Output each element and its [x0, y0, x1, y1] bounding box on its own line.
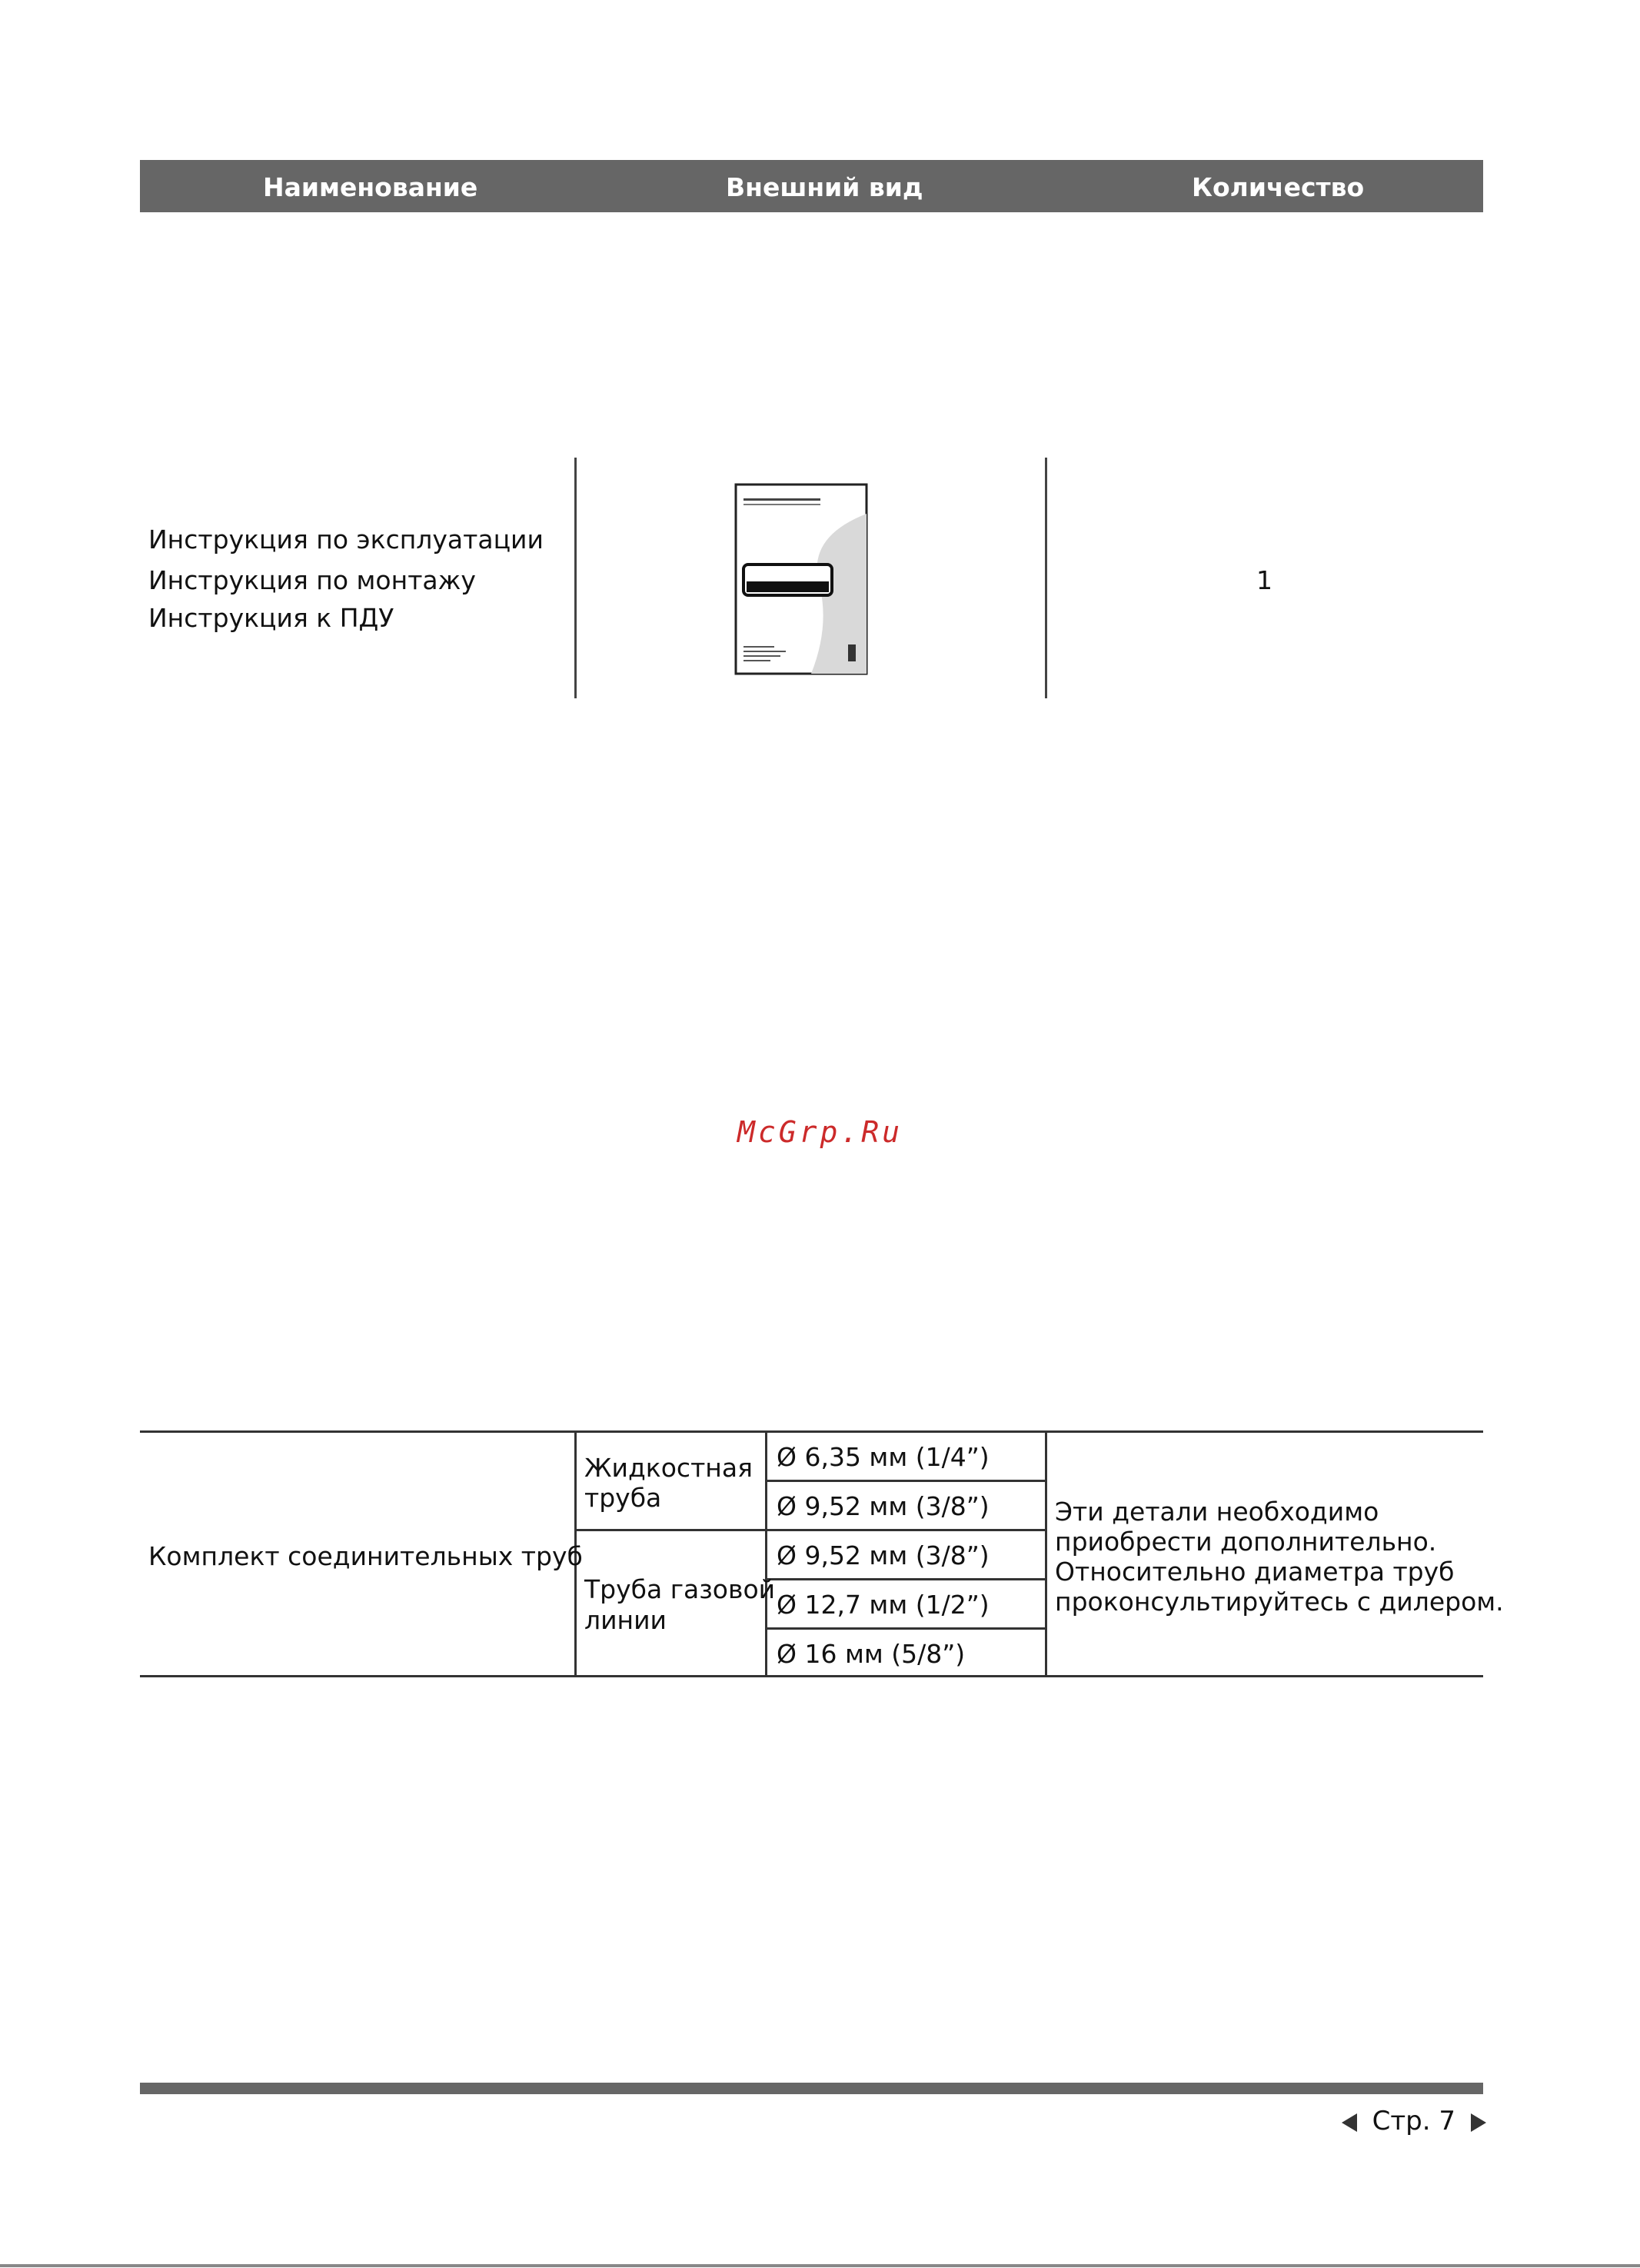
row-divider	[767, 1480, 1046, 1482]
header-appearance: Внешний вид	[726, 172, 923, 202]
manual-line-2: Инструкция по монтажу	[148, 565, 476, 595]
note-line-2: приобрести дополнительно.	[1055, 1527, 1437, 1557]
scan-edge-line	[0, 2264, 1640, 2267]
column-divider	[1045, 458, 1047, 698]
gas-label-2: линии	[584, 1605, 667, 1635]
next-page-icon[interactable]	[1471, 2113, 1486, 2132]
note-line-4: проконсультируйтесь с дилером.	[1055, 1587, 1504, 1617]
row-divider	[767, 1578, 1046, 1580]
note-line-1: Эти детали необходимо	[1055, 1497, 1379, 1527]
column-divider	[574, 458, 577, 698]
column-divider	[1045, 1430, 1047, 1677]
liquid-size-2: Ø 9,52 мм (3/8”)	[777, 1491, 990, 1521]
pipes-name: Комплект соединительных труб	[148, 1541, 583, 1571]
manual-line-3: Инструкция к ПДУ	[148, 603, 394, 633]
table-header	[140, 160, 1483, 212]
column-divider	[765, 1430, 767, 1677]
gas-label-1: Труба газовой	[584, 1574, 776, 1604]
header-name: Наименование	[263, 172, 478, 202]
page-number: Стр. 7	[1372, 2106, 1455, 2136]
gas-size-2: Ø 12,7 мм (1/2”)	[777, 1590, 990, 1620]
gas-size-3: Ø 16 мм (5/8”)	[777, 1639, 966, 1669]
manual-line-1: Инструкция по эксплуатации	[148, 525, 544, 555]
page-navigation	[1342, 2106, 1486, 2136]
row-divider	[574, 1529, 1046, 1531]
liquid-label-1: Жидкостная	[584, 1453, 753, 1483]
liquid-size-1: Ø 6,35 мм (1/4”)	[777, 1442, 990, 1472]
table-top-border	[140, 1430, 1483, 1433]
table-bottom-border	[140, 1675, 1483, 1677]
footer-bar	[140, 2083, 1483, 2094]
note-line-3: Относительно диаметра труб	[1055, 1557, 1455, 1587]
liquid-label-2: труба	[584, 1483, 662, 1513]
manual-quantity: 1	[1256, 565, 1272, 595]
prev-page-icon[interactable]	[1342, 2113, 1357, 2132]
header-quantity: Количество	[1192, 172, 1365, 202]
gas-size-1: Ø 9,52 мм (3/8”)	[777, 1540, 990, 1570]
manual-booklet-icon	[734, 483, 869, 677]
row-divider	[767, 1627, 1046, 1630]
watermark: McGrp.Ru	[737, 1115, 903, 1149]
